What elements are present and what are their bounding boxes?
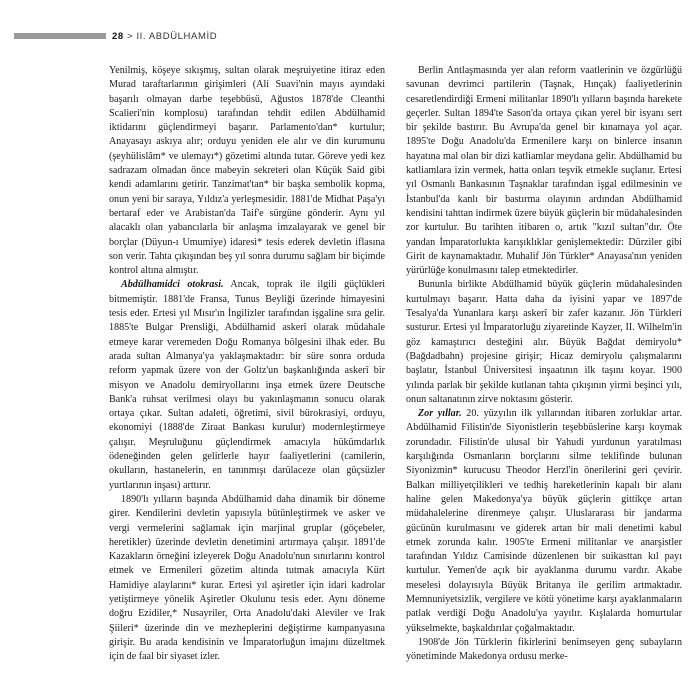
paragraph: 1890'lı yılların başında Abdülhamid daha dinamik bir döneme girer. Kendilerini devletin yapısıyla bütünleştirmek ve asker ve vergi vermelerini sağlamak için marjinal gruplar (göçebeler, heretikler) üzerinde devletin denetimini artırmaya çalışır. 1891'de Kazakların örneğini izleyerek Doğu Anadolu'nun sınırlarını kontrol etmek ve Ermenileri gözetim altında tutmak amacıyla Kürt Hamidiye alaylarını* kurar. Ertesi yıl aşiretler için idari kadrolar yetiştirmeye yönelik Aşiretler Okulunu tesis eder. Aynı döneme doğru Ezidiler,* Nusayriler, Orta Anadolu'daki Aleviler ve Irak Şiileri* üzerinde din ve mezheplerini değiştirme kampanyasına girişir. Bu arada kendisinin ve İmparatorluğun imajını düzeltmek için de faal bir siyaset izler. (109, 493, 385, 663)
header-separator: > (127, 30, 134, 42)
header-rule (14, 33, 106, 39)
paragraph: 1908'de Jön Türklerin fikirlerini benimseyen genç subayların yönetiminde Makedonya ordusu merke- (406, 636, 682, 663)
paragraph-text: 20. yüzyılın ilk yıllarından itibaren zorluklar artar. Abdülhamid Filistin'de Siyonistlerin teşebbüslerine karşı koymak zorundadır. Filistin'de ulusal bir Yahudi yurdunun yaratılması karşılığında Osmanların borçlarını silme teklifinde bulunan Siyonizmin* kurucusu Theodor Herzl'in önerilerini geri çevirir. Balkan milliyetçilikleri ve tedhiş hareketlerinin kapalı bir alanı haline gelen Makedonya'ya büyük güçlerin gittikçe artan müdahalelerine direnmeye çalışır. Uluslararası bir jandarma gücünün kurulmasını ve giderek artan bir mali denetimi kabul etmek zorunda kalır. 1905'te Ermeni militanlar ve anarşistler tarafından Yıldız Camisinde düzenlenen bir suikasttan kıl payı kurtulur. Yemen'de açık bir ayaklanma durumu vardır. Akabe meselesi dolayısıyla Büyük Britanya ile gerilim artmaktadır. Memnuniyetsizlik, vergilere ve kötü yönetime karşı ayaklanmaların patlak verdiği Doğu Anadolu'ya yayılır. Kışlalarda homurtular yükselmekte, başkaldırılar çoğalmaktadır. (406, 408, 683, 634)
paragraph (109, 278, 385, 492)
running-header (0, 29, 217, 43)
right-column (406, 64, 682, 664)
section-heading: Zor yıllar. (418, 408, 462, 420)
paragraph: Berlin Antlaşmasında yer alan reform vaatlerinin ve özgürlüğü savunan devrimci partilerin (Taşnak, Hınçak) faaliyetlerinin cesaretlendirdiği Ermeni militanlar 1890'lı yılların başında harekete geçerler. Sultan 1894'te Sason'da ortaya çıkan yerel bir isyanı sert bir şekilde bastırır. Bu Avrupa'da genel bir kınamaya yol açar. 1895'te Doğu Anadolu'da Ermenilere karşı on binlerce insanın hayatına mal olan bir dizi katliamlar meydana gelir. Abdülhamid bu katliamlara izin vermek, hatta onları teşvik etmekle suçlanır. Ertesi yıl Osmanlı Bankasının Taşnaklar tarafından işgal edilmesinin ve İstanbul'da kanlı bir bastırma olayının ardından Abdülhamid kendisini tahttan indirmek üzere büyük güçlerin bir müdahalesinden zor kurtulur. Bu tarihten itibaren o, artık "kızıl sultan"dır. Öte yandan İmparatorlukta karışıklıklar genişlemektedir: Dürziler gibi Girit de kaynamaktadır. Muhalif Jön Türkler* Anayasa'nın yeniden yürürlüğe konulmasını talep etmektedirler. (406, 65, 682, 277)
paragraph: Bununla birlikte Abdülhamid büyük güçlerin müdahalesinden kurtulmayı başarır. Hatta daha da iyisini yapar ve 1897'de Tesalya'da Yunanlara karşı askerî bir zafer kazanır. Jön Türkleri susturur. Ertesi yıl İmparatorluğu ziyaretinde Kayzer, II. Wilhelm'in göz kamaştırıcı desteğini alır. Büyük Bağdat demiryolu* (Bağdadbahn) projesine girişir; Hicaz demiryolu çalışmalarını başlatır, İstanbul Üniversitesi inşaatının ilk taşını koyar. 1900 yılında parlak bir şekilde kutlanan tahta çıkışının yirmi beşinci yılı, onun saltanatının zirve noktasını gösterir. (406, 279, 682, 405)
left-column (109, 64, 385, 664)
page-number: 28 (112, 30, 124, 42)
paragraph: Yenilmiş, köşeye sıkışmış, sultan olarak meşruiyetine itiraz eden Murad taraftarlarının girişimleri (Ali Suavi'nin mayıs ayındaki başarılı olmayan darbe teşebbüsü, Ağustos 1878'de Cleanthi Scalieri'nin komplosu) tarafından tehdit edilen Abdülhamid iktidarını güçlendirmeyi başarır. Parlamento'dan* kurtulur; Anayasayı askıya alır; orduyu yeniden ele alır ve din kurumunu (şeyhülislâm* ve ulemayı*) gözetimi altında tutar. Göreve yedi kez sadrazam olmadan önce mabeyin sekreteri olan Küçük Said gibi kendi adamlarını getirir. Tanzimat'tan* bir başka sembolik kopma, onun yeni bir saraya, Yıldız'a yerleşmesidir. 1881'de Midhat Paşa'yı bertaraf eder ve Arabistan'da Taif'e sürgüne gönderir. Aynı yıl alacaklı olan yabancılarla bir anlaşma imzalayarak ve genel bir borçlar (Düyun-ı Umumiye) idaresi* tesis ederek devletin iflasına son verir. Tahta çıkışından beş yıl sonra durumu sağlam bir biçimde kontrol altına almıştır. (109, 65, 385, 277)
chapter-title: II. ABDÜLHAMİD (136, 30, 218, 42)
header-text (112, 31, 217, 42)
paragraph-text: Ancak, toprak ile ilgili güçlükleri bitmemiştir. 1881'de Fransa, Tunus Beyliği üzerinde himayesini tesis eder. Ertesi yıl Mısır'ın İngilizler tarafından işgaline sıra gelir. 1885'te Bulgar Prensliği, Abdülhamid askerî olarak müdahale etmeye karar veremeden Doğu Romanya bölgesini ilhak eder. Bu arada sultan Almanya'ya yaklaşmaktadır: bir süre sonra orduda reform yapmak üzere von der Goltz'un başkanlığında askerî bir misyon ve Anadolu demiryollarını inşa etmek üzere Deutsche Bank'a ruhsat verilmesi olayı bu yakınlaşmanın sonucu olarak ortaya çıkar. Sultan adaleti, öğretimi, sivil bürokrasiyi, orduyu, ekonomiyi (1888'de Ziraat Bankası kurulur) modernleştirmeye çalışır. Meşruluğunu güçlendirmek amacıyla hükümdarlık ödeneğinden gelen gelirlerle hayır faaliyetlerini (camilerin, okulların, hastanelerin, en tanınmışı darülaceze olan güçsüzler yurtlarının inşası) arttırır. (109, 279, 385, 491)
paragraph (406, 407, 682, 636)
section-heading: Abdülhamidci otokrasi. (121, 279, 224, 291)
